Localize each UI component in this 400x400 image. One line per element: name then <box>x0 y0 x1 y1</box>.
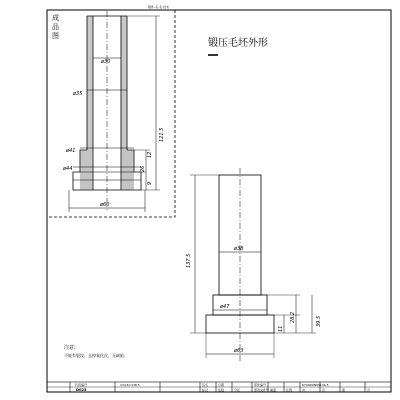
dim-d38: ø38 <box>234 246 244 252</box>
cell-change-doc: 更改文件号 <box>254 388 270 392</box>
weight-spec: 134.8=138.5 <box>120 383 140 387</box>
old-code-label: 代码编号 <box>75 383 88 387</box>
part-code: 0700D0N00134.5 <box>302 383 329 387</box>
dim-d41: ø41 <box>66 148 76 154</box>
cell-nth: 第 <box>342 388 346 392</box>
dim-l26: 26 <box>140 165 146 172</box>
forging-title: 锻压毛坯外形 <box>208 38 268 49</box>
dim-l11: 11 <box>278 325 284 332</box>
cell-total: 共 <box>302 388 306 392</box>
finished-label-1: 成 <box>52 14 59 22</box>
cell-scale: 比例 <box>286 388 293 392</box>
cell-weight: 重量 <box>270 388 277 392</box>
dim-l12: 12 <box>147 151 153 158</box>
dim-d47: ø47 <box>220 304 230 310</box>
cell-mark: 标记 <box>202 388 209 392</box>
dim-l28-2: 28.2 <box>290 311 296 323</box>
cell-sign: 签名 <box>202 383 209 387</box>
dim-l9: 9 <box>147 181 153 185</box>
cell-page-2: 页 <box>367 388 371 392</box>
dim-d60: ø60 <box>100 202 110 208</box>
cell-count: 处数 <box>218 388 225 392</box>
notes-title: 注意: <box>64 345 76 351</box>
part-code-label: 部件编号 <box>254 383 267 387</box>
cell-page-1: 页 <box>322 388 326 392</box>
finished-label-2: 品 <box>52 23 59 31</box>
cell-zone: 分区 <box>234 388 241 392</box>
dim-l121-5: 121.5 <box>159 127 165 142</box>
cell-date: 日期 <box>218 383 225 387</box>
dim-l39-5: 39.5 <box>316 315 322 327</box>
dim-l137-5: 137.5 <box>186 253 192 268</box>
dim-d44: ø44 <box>63 166 73 172</box>
dim-d63: ø63 <box>234 348 244 354</box>
code-value: D025 <box>76 388 87 392</box>
notes-line-1: 不能有裂纹，去掉氧化皮，无缺陷. <box>64 353 126 358</box>
finished-label-3: 图 <box>52 32 59 40</box>
dim-d30: ø30 <box>101 59 111 65</box>
dim-d35: ø35 <box>73 91 83 97</box>
top-strip-text: 锻件-毛-毛 技术 <box>148 5 170 9</box>
